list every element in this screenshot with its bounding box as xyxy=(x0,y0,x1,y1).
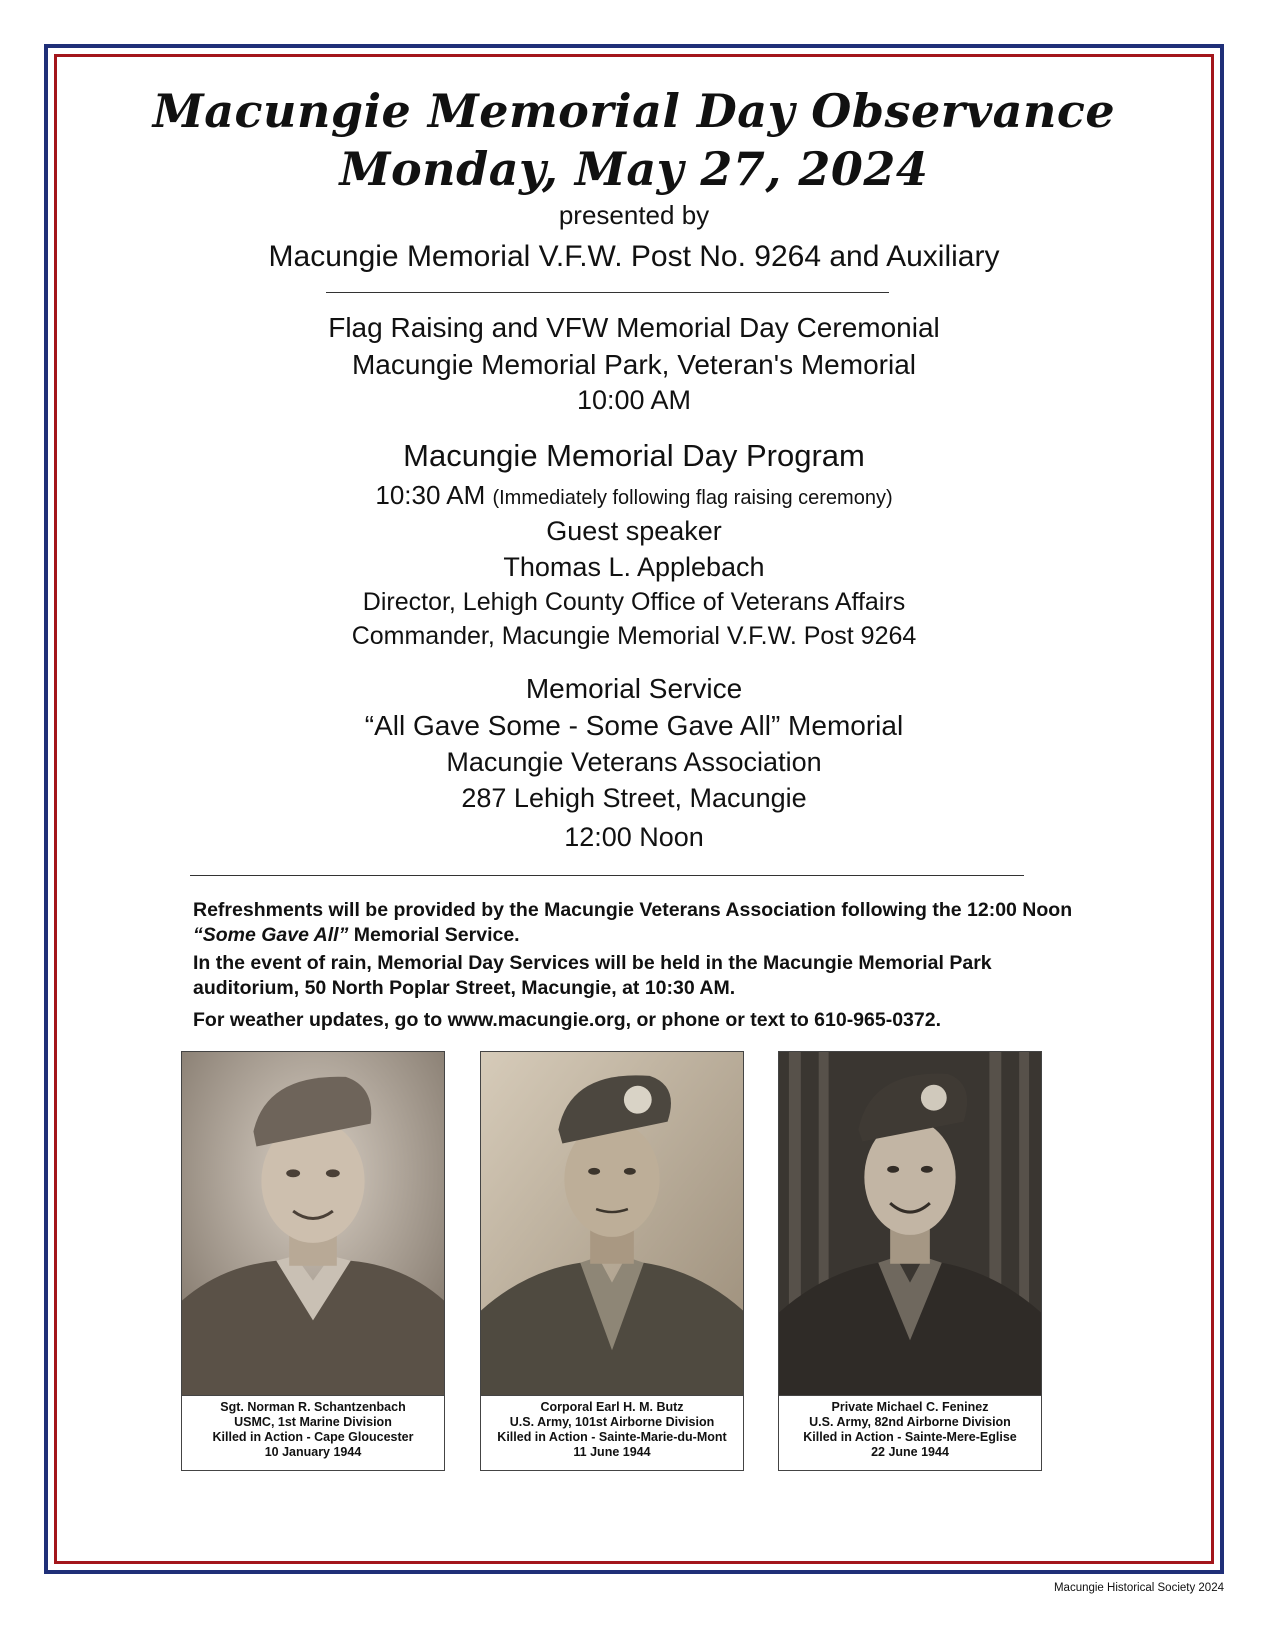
portrait-photo-butz xyxy=(480,1051,744,1396)
portrait-caption-butz: Corporal Earl H. M. Butz U.S. Army, 101st Airborne Division Killed in Action - Sainte-Marie-du-Mont 11 June 1944 xyxy=(480,1396,744,1471)
refreshments-note: Refreshments will be provided by the Macungie Veterans Association following the 12:00 Noon “Some Gave All” Memorial Service. xyxy=(193,899,1073,946)
portrait-photo-feninez xyxy=(778,1051,1042,1396)
program-note: (Immediately following flag raising ceremony) xyxy=(492,487,893,509)
service-host: Macungie Veterans Association xyxy=(446,747,822,777)
flag-raising-time: 10:00 AM xyxy=(576,385,692,415)
footer-credit: Macungie Historical Society 2024 xyxy=(1053,1582,1224,1594)
page-title: Macungie Memorial Day Observance xyxy=(152,84,1116,138)
rain-note: In the event of rain, Memorial Day Services will be held in the Macungie Memorial Park auditorium, 50 North Poplar Street, Macungie, at 10:30 AM. xyxy=(193,952,992,999)
guest-speaker-label: Guest speaker xyxy=(546,516,722,546)
service-title: Memorial Service xyxy=(525,673,743,704)
portrait-caption-feninez: Private Michael C. Feninez U.S. Army, 82nd Airborne Division Killed in Action - Sainte-Mere-Eglise 22 June 1944 xyxy=(778,1396,1042,1471)
divider-bottom xyxy=(190,875,1024,876)
speaker-title-director: Director, Lehigh County Office of Veterans Affairs xyxy=(362,588,906,616)
flag-raising-location: Macungie Memorial Park, Veteran's Memorial xyxy=(351,349,916,380)
program-time: 10:30 AM xyxy=(375,480,486,510)
service-address: 287 Lehigh Street, Macungie xyxy=(461,783,807,813)
program-time-line xyxy=(60,480,1208,511)
weather-note: For weather updates, go to www.macungie.org, or phone or text to 610-965-0372. xyxy=(193,1009,942,1031)
speaker-title-commander: Commander, Macungie Memorial V.F.W. Post 9264 xyxy=(351,622,917,650)
divider-top xyxy=(326,292,889,293)
service-name: “All Gave Some - Some Gave All” Memorial xyxy=(364,710,904,741)
program-title: Macungie Memorial Day Program xyxy=(403,438,865,473)
portrait-caption-schantzenbach: Sgt. Norman R. Schantzenbach USMC, 1st Marine Division Killed in Action - Cape Gloucester 10 January 1944 xyxy=(181,1396,445,1471)
presenter-name: Macungie Memorial V.F.W. Post No. 9264 and Auxiliary xyxy=(268,240,1000,273)
event-date: Monday, May 27, 2024 xyxy=(339,142,929,196)
service-time: 12:00 Noon xyxy=(564,822,704,852)
presented-by-label: presented by xyxy=(558,200,710,230)
speaker-name: Thomas L. Applebach xyxy=(503,552,765,582)
portrait-photo-schantzenbach xyxy=(181,1051,445,1396)
flag-raising-title: Flag Raising and VFW Memorial Day Ceremonial xyxy=(328,312,940,343)
